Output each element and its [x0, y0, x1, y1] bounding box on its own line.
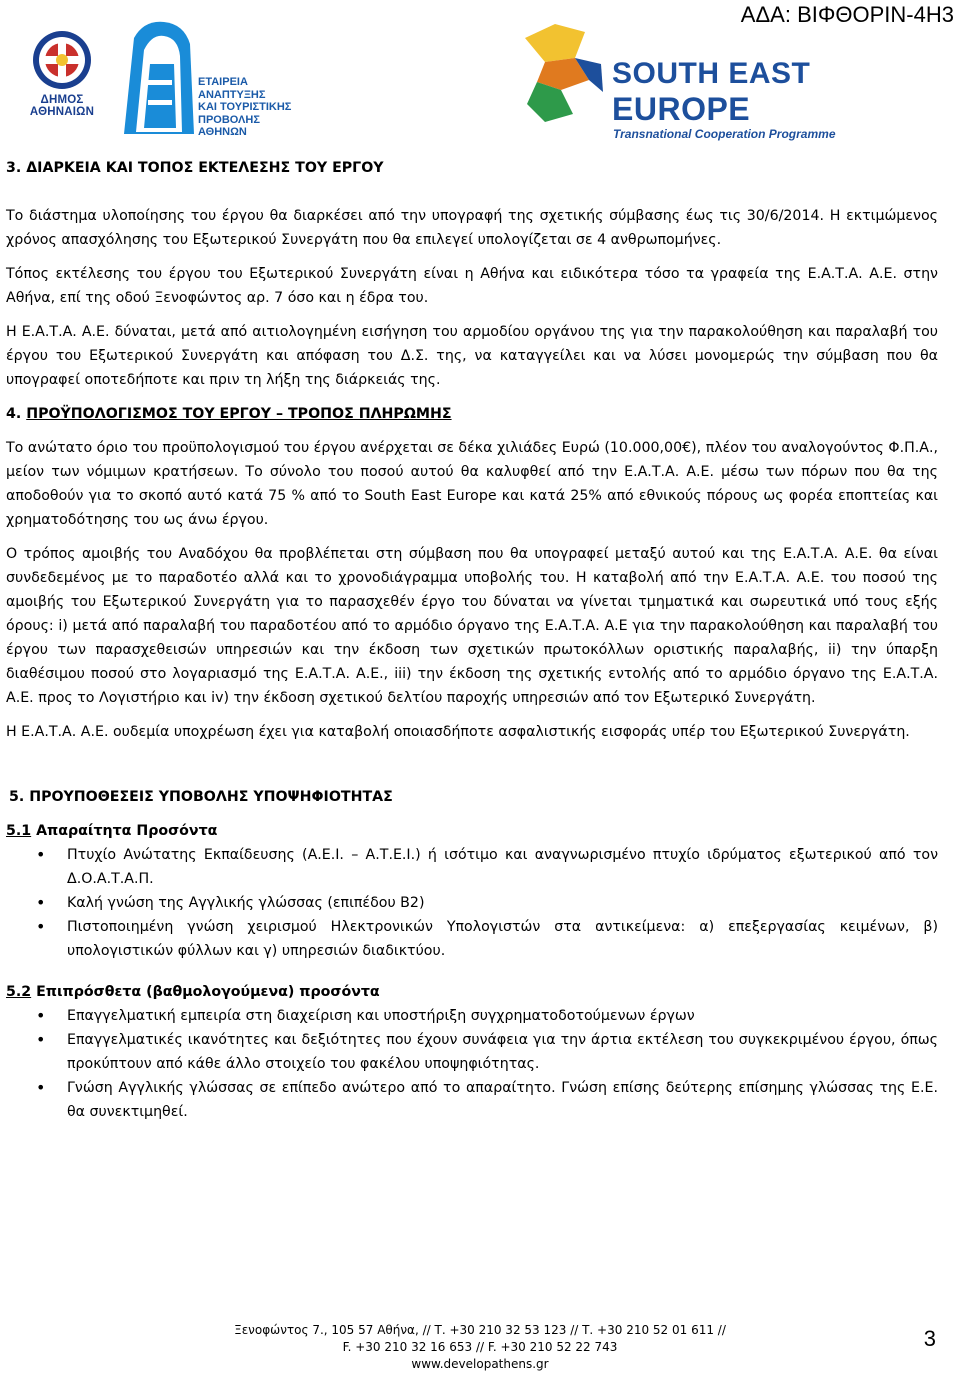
section4-paragraph: Ο τρόπος αμοιβής του Αναδόχου θα προβλέπεται στη σύμβαση που θα υπογραφεί μεταξύ αυτού και της Ε.Α.Τ.Α. Α.Ε. θα είναι συνδεδεμένος με το παραδοτέο αλλά και το χρονοδιάγραμμα υποβολής του. Η καταβολή από την Ε.Α.Τ.Α. Α.Ε. του ποσού της αμοιβής του Εξωτερικού Συνεργάτη για το παρασχεθέν έργο του δύναται να γίνεται τμηματικά και σωρευτικά υπό τους εξής όρους: i) μετά από παραλαβή του παραδοτέου από το αρμόδιο όργανο της Ε.Α.Τ.Α. Α.Ε για την παρακολούθηση και παραλαβή του έργου των παρασχεθεισών υπηρεσιών και την έκδοση των σχετικών πρωτοκόλλων οριστικής παραλαβής, ii) την ύπαρξη διαθέσιμου ποσού στο λογαριασμό της Ε.Α.Τ.Α. Α.Ε., iii) την έκδοση της σχετικής εντολής από το αρμόδιο όργανο της Ε.Α.Τ.Α. Α.Ε. προς το Λογιστήριο και iv) την έκδοση σχετικού δελτίου παροχής υπηρεσιών από τον Εξωτερικό Συνεργάτη. — [6, 546, 938, 706]
required-qualifications-list — [6, 843, 938, 963]
eata-line: ΑΝΑΠΤΥΞΗΣ — [198, 88, 266, 101]
section3-title: 3. ΔΙΑΡΚΕΙΑ ΚΑΙ ΤΟΠΟΣ ΕΚΤΕΛΕΣΗΣ ΤΟΥ ΕΡΓΟΥ — [6, 160, 384, 176]
section4-title-text: ΠΡΟΫΠΟΛΟΓΙΣΜΟΣ ΤΟΥ ΕΡΓΟΥ – ΤΡΟΠΟΣ ΠΛΗΡΩΜΗΣ — [26, 406, 452, 422]
page-footer — [0, 1322, 960, 1373]
section5-title: 5. ΠΡΟΥΠΟΘΕΣΕΙΣ ΥΠΟΒΟΛΗΣ ΥΠΟΨΗΦΙΟΤΗΤΑΣ — [9, 789, 393, 805]
additional-qualifications-list — [6, 1004, 938, 1124]
see-title-line2: EUROPE — [612, 91, 751, 127]
see-mark-icon — [515, 18, 610, 138]
list-item: • Επαγγελματική εμπειρία στη διαχείριση και υποστήριξη συγχρηματοδοτούμενων έργων — [6, 1004, 938, 1028]
ada-code: ΑΔΑ: ΒΙΦΘΟΡΙΝ-4Η3 — [740, 2, 954, 27]
subsection-5-2-title — [6, 980, 938, 1004]
south-east-europe-logo — [515, 18, 853, 140]
subsection-title-text: Απαραίτητα Προσόντα — [31, 823, 218, 839]
subsection-number: 5.1 — [6, 823, 32, 839]
see-subtitle: Transnational Cooperation Programme — [613, 127, 836, 141]
list-item: • Γνώση Αγγλικής γλώσσας σε επίπεδο ανώτερο από το απαραίτητο. Γνώση επίσης δεύτερης επίσημης γλώσσας της Ε.Ε. θα συνεκτιμηθεί. — [6, 1076, 938, 1124]
section4-title — [6, 402, 938, 426]
eata-line: ΕΤΑΙΡΕΙΑ — [198, 76, 248, 88]
athens-municipality-logo — [8, 28, 116, 118]
eata-line: ΑΘΗΝΩΝ — [198, 126, 247, 138]
document-body — [6, 156, 938, 1124]
section3-paragraph: Η Ε.Α.Τ.Α. Α.Ε. δύναται, μετά από αιτιολογημένη εισήγηση του αρμοδίου οργάνου της για την παρακολούθηση και παραλαβή του έργου του Εξωτερικού Συνεργάτη και απόφαση του Δ.Σ. της, να καταγγείλει και να λύσει μονομερώς την σύμβαση που θα υπογραφεί οποτεδήποτε και πριν τη λήξη της διάρκειάς της. — [6, 324, 938, 388]
section4-paragraph: Το ανώτατο όριο του προϋπολογισμού του έργου ανέρχεται σε δέκα χιλιάδες Ευρώ (10.000,00€), πλέον του αναλογούντος Φ.Π.Α., μείον των νόμιμων κρατήσεων. Το σύνολο του ποσού αυτού θα καλυφθεί από την Ε.Α.Τ.Α. Α.Ε. μέσω των πόρων που θα της αποδοθούν για το σκοπό αυτό κατά 75 % από το South East Europe και κατά 25% από εθνικούς πόρους ως φορέα εποπτείας και χρηματοδότησης του ως άνω έργου. — [6, 440, 938, 528]
section3-paragraph: Το διάστημα υλοποίησης του έργου θα διαρκέσει από την υπογραφή της σχετικής σύμβασης έως τις 30/6/2014. Η εκτιμώμενος χρόνος απασχόλησης του Εξωτερικού Συνεργάτη που θα επιλεγεί υπολογίζεται σε 4 ανθρωπομήνες. — [6, 208, 938, 248]
eata-line: ΚΑΙ ΤΟΥΡΙΣΤΙΚΗΣ — [198, 101, 292, 113]
section3-paragraph: Τόπος εκτέλεσης του έργου του Εξωτερικού Συνεργάτη είναι η Αθήνα και ειδικότερα τόσο τα γραφεία της Ε.Α.Τ.Α. Α.Ε. στην Αθήνα, επί της οδού Ξενοφώντος αρ. 7 όσο και η έδρα του. — [6, 266, 938, 306]
list-item: • Πιστοποιημένη γνώση χειρισμού Ηλεκτρονικών Υπολογιστών στα αντικείμενα: α) επεξεργασίας κειμένων, β) υπολογιστικών φύλλων και γ) υπηρεσιών διαδικτύου. — [6, 915, 938, 963]
athens-logo-label: ΔΗΜΟΣ ΑΘΗΝΑΙΩΝ — [29, 94, 95, 118]
footer-fax: F. +30 210 32 16 653 // F. +30 210 52 22 743 — [342, 1340, 618, 1354]
subsection-title-text: Επιπρόσθετα (βαθμολογούμενα) προσόντα — [31, 984, 380, 1000]
eata-logo — [120, 18, 295, 136]
footer-website: www.developathens.gr — [411, 1357, 549, 1371]
athens-emblem-icon — [8, 28, 116, 94]
section4-paragraph: Η Ε.Α.Τ.Α. Α.Ε. ουδεμία υποχρέωση έχει για καταβολή οποιασδήποτε ασφαλιστικής εισφοράς υπέρ του Εξωτερικού Συνεργάτη. — [6, 724, 910, 740]
footer-address: Ξενοφώντος 7., 105 57 Αθήνα, // Τ. +30 210 32 53 123 // Τ. +30 210 52 01 611 // — [234, 1323, 726, 1337]
eata-logo-text — [198, 76, 291, 139]
subsection-number: 5.2 — [6, 984, 32, 1000]
eata-line: ΠΡΟΒΟΛΗΣ — [198, 113, 260, 126]
see-title-line1: SOUTH EAST — [612, 57, 811, 90]
list-item: • Καλή γνώση της Αγγλικής γλώσσας (επιπέδου Β2) — [6, 891, 938, 915]
page-number: 3 — [923, 1326, 936, 1351]
section4-title-number: 4. — [6, 406, 27, 422]
list-item: • Πτυχίο Ανώτατης Εκπαίδευσης (Α.Ε.Ι. – Α.Τ.Ε.Ι.) ή ισότιμο και αναγνωρισμένο πτυχίο ιδρύματος εξωτερικού από τον Δ.Ο.Α.Τ.Α.Π. — [6, 843, 938, 891]
list-item: • Επαγγελματικές ικανότητες και δεξιότητες που έχουν συνάφεια για την άρτια εκτέλεση του συγκεκριμένου έργου, όπως προκύπτουν από κάθε άλλο στοιχείο του φακέλου υποψηφιότητας. — [6, 1028, 938, 1076]
subsection-5-1-title — [6, 819, 938, 843]
